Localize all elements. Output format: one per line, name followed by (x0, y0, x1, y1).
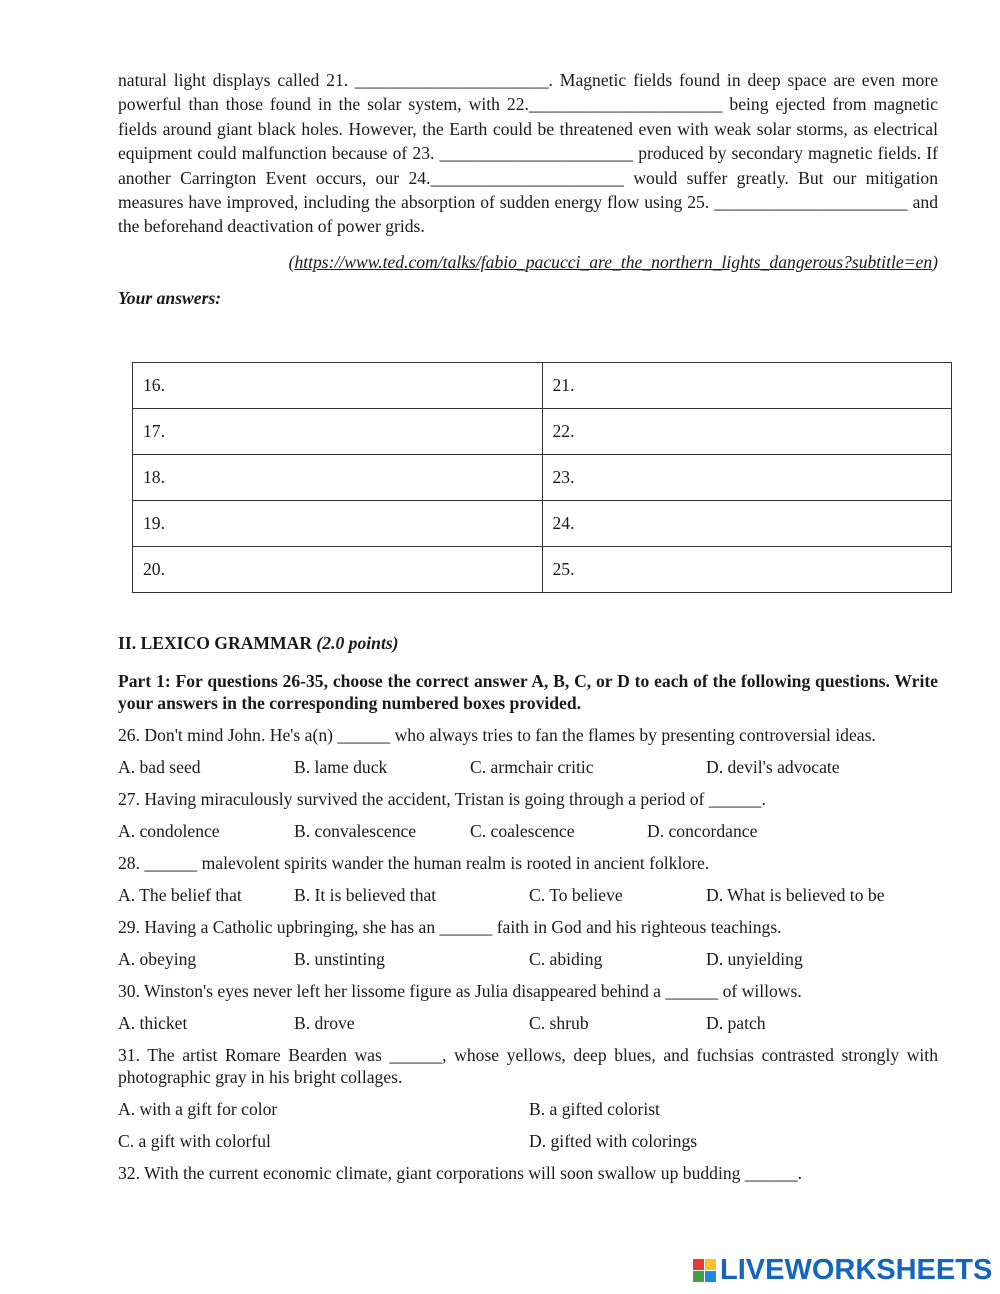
option-c[interactable]: C. abiding (529, 949, 603, 969)
option-c[interactable]: C. armchair critic (470, 757, 594, 777)
answer-cell[interactable]: 18. (133, 455, 543, 501)
option-d[interactable]: D. patch (706, 1013, 766, 1033)
options-26 (118, 756, 938, 778)
worksheet-page (118, 68, 938, 1183)
answer-cell[interactable]: 23. (542, 455, 952, 501)
source-citation: (https://www.ted.com/talks/fabio_pacucci_are_the_northern_lights_dangerous?subtitle=en) (288, 251, 938, 272)
answer-cell[interactable]: 21. (542, 363, 952, 409)
option-d[interactable]: D. gifted with colorings (529, 1131, 698, 1151)
option-b[interactable]: B. a gifted colorist (529, 1099, 660, 1119)
option-d[interactable]: D. What is believed to be (706, 885, 885, 905)
table-row (133, 547, 952, 593)
option-c[interactable]: C. coalescence (470, 821, 575, 841)
option-c[interactable]: C. To believe (529, 885, 623, 905)
options-28 (118, 884, 938, 906)
question-27: 27. Having miraculously survived the accident, Tristan is going through a period of ______. (118, 789, 766, 809)
option-c[interactable]: C. a gift with colorful (118, 1131, 271, 1151)
option-a[interactable]: A. obeying (118, 949, 197, 969)
option-b[interactable]: B. drove (294, 1013, 355, 1033)
option-d[interactable]: D. devil's advocate (706, 757, 840, 777)
question-26: 26. Don't mind John. He's a(n) ______ who always tries to fan the flames by presenting controversial ideas. (118, 725, 876, 745)
option-b[interactable]: B. It is believed that (294, 885, 437, 905)
option-b[interactable]: B. unstinting (294, 949, 385, 969)
answer-cell[interactable]: 16. (133, 363, 543, 409)
liveworksheets-icon (693, 1259, 716, 1282)
question-29: 29. Having a Catholic upbringing, she has an ______ faith in God and his righteous teachings. (118, 917, 782, 937)
question-list (118, 724, 938, 1194)
answer-cell[interactable]: 24. (542, 501, 952, 547)
option-a[interactable]: A. The belief that (118, 885, 242, 905)
passage-text: natural light displays called 21. ______________________. Magnetic fields found in deep space are even more powerful than those found in the solar system, with 22.______________________ being ejected from magnetic fields around giant black holes. However, the Earth could be threatened even with weak solar storms, as electrical equipment could malfunction because of 23. ______________________ produced by secondary magnetic fields. If another Carrington Event occurs, our 24.______________________ would suffer greatly. But our mitigation measures have improved, including the absorption of sudden energy flow using 25. ______________________ and the beforehand deactivation of power grids. (118, 70, 938, 237)
answer-cell[interactable]: 20. (133, 547, 543, 593)
option-a[interactable]: A. with a gift for color (118, 1099, 278, 1119)
option-b[interactable]: B. lame duck (294, 757, 388, 777)
part1-instruction: Part 1: For questions 26-35, choose the correct answer A, B, C, or D to each of the following questions. Write your answers in the corresponding numbered boxes provided. (118, 671, 938, 713)
option-a[interactable]: A. bad seed (118, 757, 201, 777)
answer-cell[interactable]: 25. (542, 547, 952, 593)
options-30 (118, 1012, 938, 1034)
logo-square (705, 1259, 716, 1270)
options-31-cd (118, 1130, 938, 1152)
answers-label: Your answers: (118, 287, 222, 308)
options-31-ab (118, 1098, 938, 1120)
table-row (133, 501, 952, 547)
answer-cell[interactable]: 22. (542, 409, 952, 455)
question-28: 28. ______ malevolent spirits wander the human realm is rooted in ancient folklore. (118, 853, 710, 873)
answer-cell[interactable]: 19. (133, 501, 543, 547)
option-d[interactable]: D. concordance (647, 821, 758, 841)
section-heading: II. LEXICO GRAMMAR (2.0 points) (118, 633, 399, 653)
question-32: 32. With the current economic climate, giant corporations will soon swallow up budding ______. (118, 1163, 803, 1183)
option-a[interactable]: A. thicket (118, 1013, 188, 1033)
option-a[interactable]: A. condolence (118, 821, 220, 841)
table-row (133, 363, 952, 409)
liveworksheets-logo[interactable] (693, 1253, 992, 1287)
answer-cell[interactable]: 17. (133, 409, 543, 455)
table-row (133, 409, 952, 455)
option-b[interactable]: B. convalescence (294, 821, 417, 841)
logo-square (693, 1271, 704, 1282)
option-c[interactable]: C. shrub (529, 1013, 589, 1033)
question-31: 31. The artist Romare Bearden was ______, whose yellows, deep blues, and fuchsias contrasted strongly with photographic gray in his bright collages. (118, 1045, 938, 1087)
logo-text: LIVEWORKSHEETS (720, 1253, 993, 1286)
option-d[interactable]: D. unyielding (706, 949, 803, 969)
answer-table (132, 362, 952, 593)
table-row (133, 455, 952, 501)
source-link[interactable]: https://www.ted.com/talks/fabio_pacucci_are_the_northern_lights_dangerous?subtitle=en (294, 251, 933, 272)
options-27 (118, 820, 938, 842)
options-29 (118, 948, 938, 970)
logo-square (705, 1271, 716, 1282)
question-30: 30. Winston's eyes never left her lissome figure as Julia disappeared behind a ______ of willows. (118, 981, 802, 1001)
logo-square (693, 1259, 704, 1270)
